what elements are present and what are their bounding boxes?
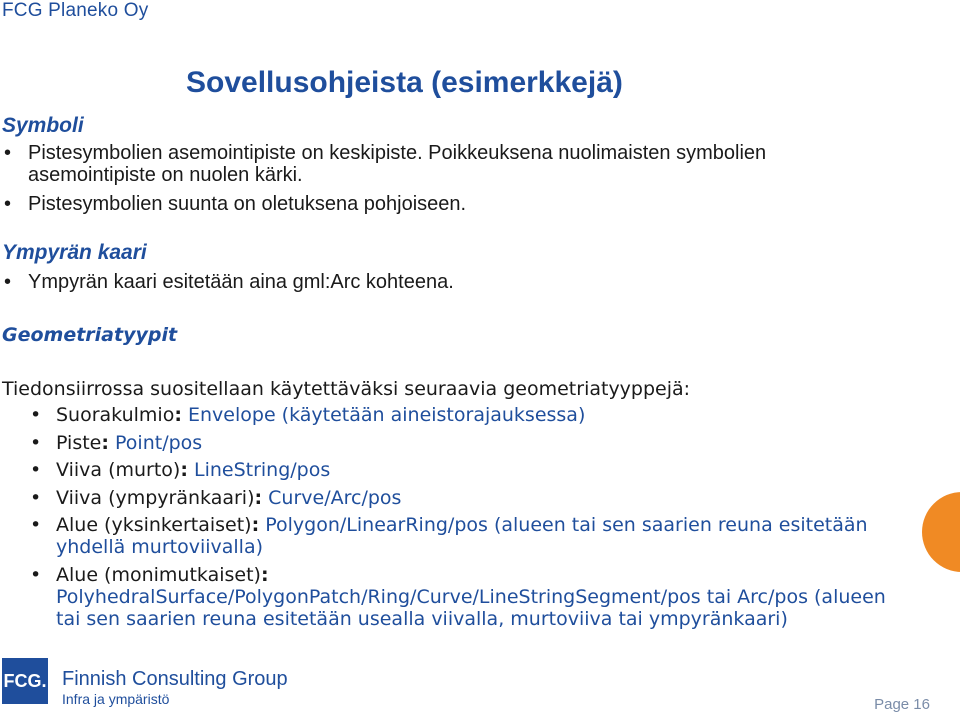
geometry-value: PolyhedralSurface/PolygonPatch/Ring/Curve/LineStringSegment/pos tai Arc/pos (alueen tai sen saarien reuna esitetään usealla viivalla, murtoviiva tai ympyränkaari) <box>56 585 886 630</box>
brand-name: FCG Planeko Oy <box>2 0 149 21</box>
geometry-value: LineString/pos <box>193 459 331 481</box>
list-item <box>0 487 900 509</box>
fcg-logo: FCG. <box>2 658 48 704</box>
kaari-list <box>0 271 870 293</box>
geometry-label: Viiva (murto): <box>56 459 188 481</box>
geometry-value: Curve/Arc/pos <box>268 486 402 509</box>
list-item <box>0 404 900 426</box>
list-item <box>0 514 900 558</box>
geometry-value: Point/pos <box>115 431 203 454</box>
geometry-label: Suorakulmio: <box>56 404 182 426</box>
decorative-orange-circle <box>922 492 960 572</box>
section-heading-geometriatyypit: Geometriatyypit <box>2 324 178 346</box>
list-item <box>0 459 900 481</box>
section-heading-symboli: Symboli <box>2 114 84 137</box>
footer <box>0 656 960 716</box>
geometry-label: Alue (monimutkaiset): <box>56 563 269 586</box>
geometry-value: Envelope (käytetään aineistorajauksessa) <box>188 404 586 426</box>
geometry-intro: Tiedonsiirrossa suositellaan käytettäväksi seuraavia geometriatyyppejä: <box>2 378 691 400</box>
company-name: Finnish Consulting Group <box>62 668 288 690</box>
list-item: • Pistesymbolien asemointipiste on keskipiste. Poikkeuksena nuolimaisten symbolien asemointipiste on nuolen kärki. <box>0 142 870 186</box>
geometry-label: Piste: <box>56 431 109 454</box>
page-number: Page 16 <box>874 696 930 713</box>
geometry-value: Polygon/LinearRing/pos (alueen tai sen saarien reuna esitetään yhdellä murtoviivalla) <box>56 514 868 558</box>
section-heading-ympyran-kaari: Ympyrän kaari <box>2 241 147 264</box>
list-item: • Pistesymbolien suunta on oletuksena pohjoiseen. <box>0 193 870 215</box>
list-item <box>0 564 900 630</box>
geometry-label: Alue (yksinkertaiset): <box>56 514 260 536</box>
list-item: • Ympyrän kaari esitetään aina gml:Arc kohteena. <box>0 271 870 293</box>
symboli-list <box>0 142 870 215</box>
company-tagline: Infra ja ympäristö <box>62 691 170 707</box>
page-title: Sovellusohjeista (esimerkkejä) <box>186 66 623 99</box>
geometry-label: Viiva (ympyränkaari): <box>56 486 263 509</box>
list-item <box>0 432 900 454</box>
geometry-list <box>0 404 900 635</box>
